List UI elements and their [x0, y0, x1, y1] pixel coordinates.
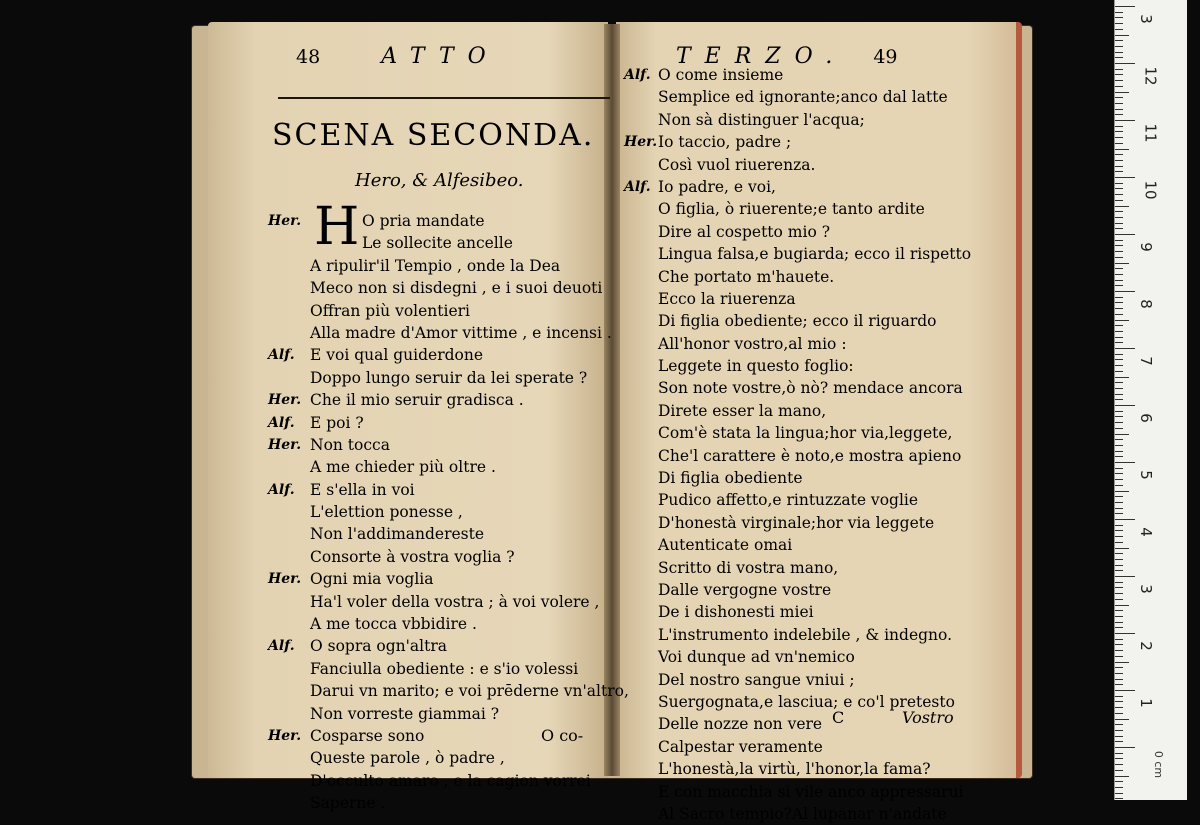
ruler-tick	[1115, 411, 1123, 412]
ruler-tick	[1115, 639, 1123, 640]
verse-line	[624, 64, 1004, 86]
ruler-tick	[1115, 536, 1123, 537]
line-text: Alla madre d'Amor vittime , e incensi .	[310, 323, 612, 342]
verse-line	[268, 300, 608, 322]
scene-title: SCENA SECONDA.	[272, 118, 595, 153]
ruler-tick	[1115, 764, 1123, 765]
verse-line	[624, 310, 1004, 332]
verse-line	[268, 703, 608, 725]
line-text: E con macchia si vile anco appressarui	[658, 782, 964, 801]
ruler-tick	[1115, 188, 1123, 189]
verse-line	[268, 479, 608, 501]
ruler-tick	[1115, 650, 1123, 651]
ruler-tick	[1115, 314, 1123, 315]
ruler-tick	[1115, 798, 1123, 799]
line-text: Io taccio, padre ;	[658, 133, 792, 152]
speaker-label: Alf.	[268, 481, 295, 498]
line-text: De i dishonesti miei	[658, 603, 814, 622]
ruler-tick	[1115, 696, 1123, 697]
verse-line	[268, 792, 608, 814]
speaker-label: Her.	[268, 436, 302, 453]
line-text: Direte esser la mano,	[658, 401, 827, 420]
verse-line	[268, 635, 608, 657]
ruler-tick	[1115, 57, 1123, 58]
line-text: Leggete in questo foglio:	[658, 357, 854, 376]
ruler-tick	[1115, 160, 1123, 161]
ruler-tick	[1115, 23, 1123, 24]
ruler-tick	[1115, 109, 1123, 110]
verse-line	[268, 658, 608, 680]
ruler-tick	[1115, 542, 1123, 543]
line-text: Che portato m'hauete.	[658, 267, 835, 286]
ruler-tick	[1115, 787, 1123, 788]
line-text: Autenticate omai	[658, 536, 793, 555]
verse-line	[624, 333, 1004, 355]
ruler-tick	[1115, 331, 1123, 332]
right-catchword: Vostro	[902, 708, 954, 727]
ruler-tick	[1115, 280, 1123, 281]
verse-line	[268, 747, 608, 769]
ruler-tick	[1115, 570, 1123, 571]
ruler-tick	[1115, 194, 1123, 195]
ruler-tick	[1115, 382, 1123, 383]
ruler-tick	[1115, 747, 1135, 748]
verse-line	[624, 176, 1004, 198]
verse-line	[268, 546, 608, 568]
ruler-tick	[1115, 251, 1123, 252]
line-text: Voi dunque ad vn'nemico	[658, 648, 855, 667]
ruler-tick	[1115, 257, 1123, 258]
ruler-tick	[1115, 508, 1123, 509]
ruler-tick	[1115, 428, 1123, 429]
line-text: L'instrumento indelebile , & indegno.	[658, 625, 953, 644]
verse-line	[624, 534, 1004, 556]
ruler-tick	[1115, 724, 1123, 725]
line-text: Son note vostre,ò nò? mendace ancora	[658, 379, 963, 398]
speaker-label: Her.	[268, 392, 302, 409]
ruler-tick	[1115, 166, 1123, 167]
ruler-tick	[1115, 228, 1123, 229]
ruler-tick	[1115, 211, 1123, 212]
line-text: A me chieder più oltre .	[310, 458, 496, 477]
line-text: Così vuol riuerenza.	[658, 155, 816, 174]
ruler-tick	[1115, 63, 1135, 64]
ruler-tick	[1115, 445, 1123, 446]
ruler-tick	[1115, 605, 1129, 606]
line-text: Ecco la riuerenza	[658, 289, 796, 308]
speaker-label: Her.	[268, 571, 302, 588]
verse-line	[624, 467, 1004, 489]
ruler-tick	[1115, 29, 1123, 30]
ruler-tick	[1115, 263, 1129, 264]
left-running-head	[296, 44, 500, 69]
ruler-tick	[1115, 616, 1123, 617]
line-text: Al Sacro tempio?Al lupanar n'andate	[658, 804, 947, 823]
line-text: All'honor vostro,al mio :	[658, 334, 847, 353]
ruler-tick	[1115, 656, 1123, 657]
speaker-label: Her.	[268, 727, 302, 744]
verse-line	[624, 557, 1004, 579]
ruler-tick	[1115, 451, 1123, 452]
ruler-tick	[1115, 405, 1135, 406]
ruler-tick	[1115, 679, 1123, 680]
verse-line	[624, 109, 1004, 131]
verse-line	[624, 131, 1004, 153]
right-running-head-text: TERZO.	[676, 44, 847, 69]
ruler-tick	[1115, 690, 1135, 691]
verse-line	[268, 523, 608, 545]
ruler-number: 5	[1136, 470, 1155, 480]
ruler-tick	[1115, 320, 1129, 321]
line-text: Meco non si disdegni , e i suoi deuoti	[310, 279, 603, 298]
ruler-tick	[1115, 6, 1135, 7]
ruler-tick	[1115, 46, 1123, 47]
ruler-tick	[1115, 325, 1123, 326]
line-text: Non sà distinguer l'acqua;	[658, 110, 865, 129]
ruler-number: 1	[1136, 698, 1155, 708]
ruler-tick	[1115, 302, 1123, 303]
ruler-tick	[1115, 131, 1123, 132]
ruler-tick	[1115, 599, 1123, 600]
ruler-tick	[1115, 593, 1123, 594]
measurement-ruler	[1114, 0, 1187, 800]
ruler-tick	[1115, 183, 1123, 184]
verse-line	[624, 736, 1004, 758]
ruler-tick	[1115, 736, 1123, 737]
verse-line	[268, 232, 608, 254]
ruler-tick	[1115, 274, 1123, 275]
verse-line	[624, 669, 1004, 691]
left-page-number: 48	[296, 46, 321, 68]
ruler-number: 6	[1136, 413, 1155, 423]
ruler-unit-label: 0 cm	[1152, 750, 1166, 779]
ruler-tick	[1115, 240, 1123, 241]
line-text: D'honestà virginale;hor via leggete	[658, 513, 935, 532]
ruler-tick	[1115, 120, 1135, 121]
ruler-number: 9	[1136, 242, 1155, 252]
ruler-tick	[1115, 80, 1123, 81]
verse-line	[624, 646, 1004, 668]
ruler-tick	[1115, 793, 1123, 794]
ruler-tick	[1115, 701, 1123, 702]
ruler-tick	[1115, 559, 1123, 560]
ruler-tick	[1115, 673, 1123, 674]
verse-line	[624, 288, 1004, 310]
line-text: Le sollecite ancelle	[362, 234, 513, 253]
ruler-tick	[1115, 553, 1123, 554]
line-text: L'elettion ponesse ,	[310, 503, 463, 522]
ruler-tick	[1115, 365, 1123, 366]
verse-line	[624, 624, 1004, 646]
ruler-tick	[1115, 513, 1123, 514]
verse-line	[624, 243, 1004, 265]
verse-line	[624, 400, 1004, 422]
ruler-tick	[1115, 530, 1123, 531]
ruler-tick	[1115, 662, 1129, 663]
line-text: Che il mio seruir gradisca .	[310, 391, 524, 410]
verse-line	[268, 277, 608, 299]
verse-line	[268, 680, 629, 702]
line-text: E poi ?	[310, 413, 364, 432]
verse-line	[268, 255, 608, 277]
line-text: D'occulto amaro , e la cagion vorrei	[310, 771, 591, 790]
ruler-tick	[1115, 525, 1123, 526]
ruler-tick	[1115, 394, 1123, 395]
ruler-tick	[1115, 439, 1123, 440]
ruler-tick	[1115, 399, 1123, 400]
verse-line	[624, 422, 1004, 444]
ruler-tick	[1115, 52, 1123, 53]
verse-line	[268, 613, 608, 635]
verse-line	[624, 377, 1004, 399]
speaker-label: Alf.	[624, 178, 651, 195]
line-text: Suergognata,e lasciua; e co'l pretesto	[658, 692, 955, 711]
ruler-tick	[1115, 753, 1123, 754]
line-text: Semplice ed ignorante;anco dal latte	[658, 88, 948, 107]
left-catchword: O co-	[541, 726, 584, 745]
verse-line	[268, 568, 608, 590]
verse-line	[268, 501, 608, 523]
line-text: Scritto di vostra mano,	[658, 558, 839, 577]
line-text: E s'ella in voi	[310, 480, 415, 499]
line-text: L'honestà,la virtù, l'honor,la fama?	[658, 760, 931, 779]
verse-line	[268, 434, 608, 456]
line-text: E voi qual guiderdone	[310, 346, 484, 365]
ruler-tick	[1115, 741, 1123, 742]
ruler-tick	[1115, 627, 1123, 628]
line-text: Fanciulla obediente : e s'io volessi	[310, 659, 579, 678]
verse-line	[624, 489, 1004, 511]
verse-line	[268, 412, 608, 434]
ruler-tick	[1115, 644, 1123, 645]
verse-line	[624, 86, 1004, 108]
line-text: Dire al cospetto mio ?	[658, 222, 831, 241]
ruler-tick	[1115, 479, 1123, 480]
verse-line	[624, 154, 1004, 176]
ruler-tick	[1115, 485, 1123, 486]
right-page-number: 49	[873, 46, 898, 68]
line-text: Queste parole , ò padre ,	[310, 749, 505, 768]
ruler-tick	[1115, 137, 1123, 138]
ruler-tick	[1115, 223, 1123, 224]
speaker-label: Alf.	[268, 638, 295, 655]
ruler-tick	[1115, 377, 1129, 378]
ruler-tick	[1115, 776, 1129, 777]
ruler-tick	[1115, 337, 1123, 338]
ruler-tick	[1115, 622, 1123, 623]
ruler-tick	[1115, 456, 1123, 457]
ruler-tick	[1115, 103, 1123, 104]
verse-line	[624, 758, 1004, 780]
line-text: Doppo lungo seruir da lei sperate ?	[310, 368, 588, 387]
line-text: Calpestar veramente	[658, 737, 823, 756]
speaker-label: Alf.	[268, 347, 295, 364]
ruler-tick	[1115, 354, 1123, 355]
verse-line	[624, 266, 1004, 288]
line-text: Darui vn marito; e voi prēderne vn'altro,	[310, 682, 629, 701]
verse-line	[268, 210, 608, 232]
line-text: Ha'l voler della vostra ; à voi volere ,	[310, 592, 600, 611]
ruler-number: 2	[1136, 641, 1155, 651]
ruler-tick	[1115, 171, 1123, 172]
verse-line	[624, 445, 1004, 467]
ruler-tick	[1115, 86, 1123, 87]
line-text: Saperne .	[310, 794, 386, 813]
line-text: O come insieme	[658, 66, 784, 84]
ruler-tick	[1115, 69, 1123, 70]
ruler-tick	[1115, 291, 1135, 292]
left-page-text	[268, 210, 629, 815]
ruler-tick	[1115, 234, 1135, 235]
ruler-tick	[1115, 576, 1135, 577]
ruler-tick	[1115, 149, 1129, 150]
verse-line	[268, 367, 608, 389]
verse-line	[624, 601, 1004, 623]
line-text: Ogni mia voglia	[310, 570, 434, 589]
ruler-tick	[1115, 758, 1123, 759]
ruler-number: 11	[1141, 123, 1160, 143]
ruler-tick	[1115, 707, 1123, 708]
speaker-label: Her.	[624, 134, 658, 151]
header-rule	[278, 97, 610, 99]
ruler-tick	[1115, 359, 1123, 360]
ruler-tick	[1115, 40, 1123, 41]
line-text: Offran più volentieri	[310, 301, 470, 320]
ruler-tick	[1115, 206, 1129, 207]
ruler-number: 3	[1136, 14, 1155, 24]
signature-mark: C	[832, 708, 845, 727]
ruler-number: 8	[1136, 299, 1155, 309]
speaker-label: Her.	[268, 213, 302, 229]
ruler-tick	[1115, 587, 1123, 588]
line-text: Consorte à vostra voglia ?	[310, 547, 515, 566]
verse-line	[268, 389, 608, 411]
line-text: Non tocca	[310, 435, 390, 454]
ruler-tick	[1115, 143, 1123, 144]
ruler-tick	[1115, 519, 1135, 520]
verse-line	[268, 344, 608, 366]
verse-line	[624, 579, 1004, 601]
ruler-tick	[1115, 154, 1123, 155]
ruler-number: 10	[1141, 180, 1160, 200]
ruler-tick	[1115, 713, 1123, 714]
verse-line	[268, 591, 608, 613]
line-text: Cosparse sono	[310, 726, 425, 745]
left-running-head-text: ATTO	[381, 44, 500, 69]
ruler-tick	[1115, 308, 1123, 309]
ruler-tick	[1115, 730, 1123, 731]
ruler-tick	[1115, 348, 1135, 349]
line-text: Che'l carattere è noto,e mostra apieno	[658, 446, 962, 465]
ruler-tick	[1115, 114, 1123, 115]
verse-line	[268, 770, 608, 792]
line-text: Del nostro sangue vniui ;	[658, 670, 855, 689]
ruler-tick	[1115, 422, 1123, 423]
ruler-tick	[1115, 371, 1123, 372]
line-text: Dalle vergogne vostre	[658, 580, 832, 599]
ruler-tick	[1115, 97, 1123, 98]
line-text: Non l'addimandereste	[310, 525, 485, 544]
ruler-tick	[1115, 565, 1123, 566]
ruler-tick	[1115, 770, 1123, 771]
ruler-tick	[1115, 245, 1123, 246]
line-text: Di figlia obediente; ecco il riguardo	[658, 312, 937, 331]
ruler-tick	[1115, 285, 1123, 286]
verse-line	[624, 803, 1004, 825]
ruler-tick	[1115, 582, 1123, 583]
verse-line	[268, 322, 612, 344]
ruler-tick	[1115, 781, 1123, 782]
line-text: Non vorreste giammai ?	[310, 704, 500, 723]
verse-line	[268, 456, 608, 478]
ruler-tick	[1115, 548, 1129, 549]
line-text: A ripulir'il Tempio , onde la Dea	[310, 256, 561, 275]
ruler-tick	[1115, 496, 1123, 497]
scene-characters: Hero, & Alfesibeo.	[355, 170, 524, 191]
ruler-tick	[1115, 434, 1129, 435]
ruler-tick	[1115, 610, 1123, 611]
line-text: O figlia, ò riuerente;e tanto ardite	[658, 200, 925, 219]
ruler-tick	[1115, 200, 1123, 201]
ruler-tick	[1115, 217, 1123, 218]
drop-cap: H	[314, 197, 360, 257]
ruler-tick	[1115, 268, 1123, 269]
line-text: O pria mandate	[362, 212, 485, 230]
ruler-tick	[1115, 491, 1129, 492]
ruler-tick	[1115, 12, 1123, 13]
ruler-tick	[1115, 92, 1129, 93]
speaker-label: Alf.	[268, 414, 295, 431]
line-text: O sopra ogn'altra	[310, 637, 447, 656]
line-text: Di figlia obediente	[658, 469, 803, 488]
ruler-tick	[1115, 35, 1129, 36]
ruler-tick	[1115, 342, 1123, 343]
ruler-number: 3	[1136, 584, 1155, 594]
speaker-label: Alf.	[624, 67, 651, 83]
line-text: Delle nozze non vere	[658, 715, 823, 734]
ruler-number: 7	[1136, 356, 1155, 366]
line-text: Lingua falsa,e bugiarda; ecco il rispetto	[658, 245, 972, 264]
ruler-tick	[1115, 468, 1123, 469]
ruler-tick	[1115, 17, 1123, 18]
ruler-tick	[1115, 473, 1123, 474]
line-text: A me tocca vbbidire .	[310, 615, 477, 634]
ruler-number: 4	[1136, 527, 1155, 537]
line-text: Io padre, e voi,	[658, 177, 776, 196]
line-text: Pudico affetto,e rintuzzate voglie	[658, 491, 919, 510]
ruler-tick	[1115, 416, 1123, 417]
ruler-tick	[1115, 502, 1123, 503]
verse-line	[624, 198, 1004, 220]
ruler-tick	[1115, 633, 1135, 634]
ruler-tick	[1115, 177, 1135, 178]
ruler-tick	[1115, 297, 1123, 298]
ruler-tick	[1115, 74, 1123, 75]
verse-line	[624, 512, 1004, 534]
ruler-tick	[1115, 667, 1123, 668]
ruler-tick	[1115, 684, 1123, 685]
ruler-tick	[1115, 719, 1129, 720]
ruler-number: 12	[1141, 66, 1160, 86]
line-text: Com'è stata la lingua;hor via,leggete,	[658, 424, 953, 443]
verse-line	[624, 221, 1004, 243]
verse-line	[624, 355, 1004, 377]
ruler-tick	[1115, 388, 1123, 389]
ruler-tick	[1115, 462, 1135, 463]
ruler-tick	[1115, 126, 1123, 127]
